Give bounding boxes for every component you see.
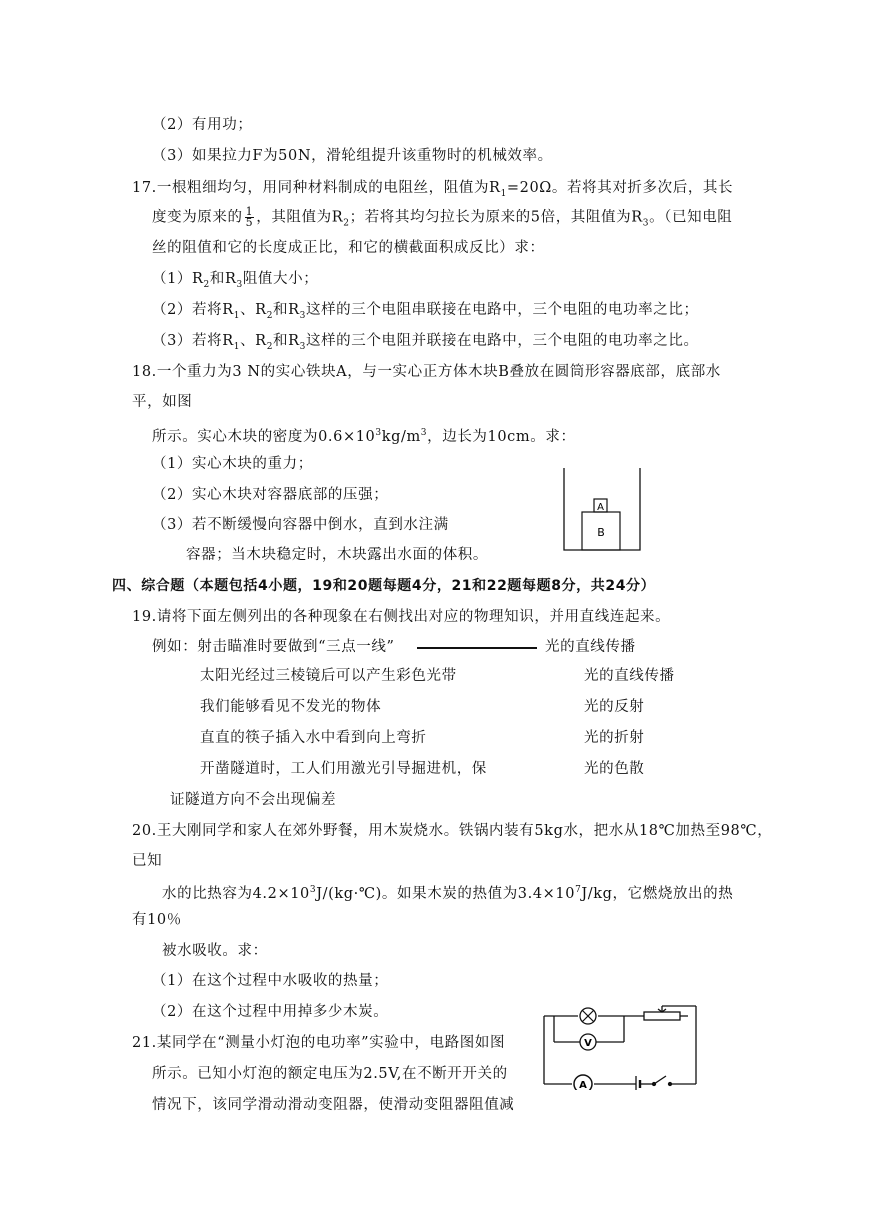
q18-line5: （2）实心木块对容器底部的压强； bbox=[152, 487, 389, 503]
q17-line4 bbox=[152, 269, 318, 295]
section-4-heading: 四、综合题（本题包括4小题，19和20题每题4分，21和22题每题8分，共24分） bbox=[112, 578, 656, 594]
q19-right-4: 光的色散 bbox=[584, 761, 645, 777]
text: 水的比热容为4.2×10 bbox=[162, 885, 310, 902]
sub: 2 bbox=[203, 279, 210, 290]
sub: 3 bbox=[299, 341, 306, 352]
q17-line6 bbox=[152, 331, 699, 357]
sup: 3 bbox=[309, 885, 317, 895]
switch-icon bbox=[653, 1076, 672, 1086]
text: 这样的三个电阻并联接在电路中，三个电阻的电功率之比。 bbox=[305, 333, 699, 349]
text: （3）若将R bbox=[152, 333, 234, 349]
text: 17.一根粗细均匀，用同种材料制成的电阻丝，阻值为R bbox=[132, 180, 501, 196]
q19-left-4: 开凿隧道时，工人们用激光引导掘进机，保 bbox=[200, 761, 487, 777]
fraction-num: 1 bbox=[245, 205, 254, 218]
sub: 3 bbox=[299, 310, 306, 321]
q19-example-left: 例如：射击瞄准时要做到“三点一线” bbox=[152, 639, 395, 655]
q17-line5 bbox=[152, 300, 699, 326]
lamp-icon bbox=[580, 1008, 596, 1024]
block-b-label: B bbox=[597, 526, 605, 539]
text: ；若将其均匀拉长为原来的5倍，其阻值为R bbox=[349, 209, 643, 226]
q18-line6: （3）若不断缓慢向容器中倒水，直到水注满 bbox=[152, 517, 449, 533]
q20-line7: （2）在这个过程中用掉多少木炭。 bbox=[152, 1004, 389, 1020]
q18-line3 bbox=[152, 423, 576, 447]
sub: 2 bbox=[266, 341, 274, 352]
text: ，边长为10cm。求： bbox=[427, 428, 576, 445]
text: （1）R bbox=[152, 271, 204, 287]
q18-line7: 容器；当木块稳定时，木块露出水面的体积。 bbox=[186, 547, 488, 563]
sub: 1 bbox=[233, 310, 241, 321]
q20-line5: 被水吸收。求： bbox=[162, 943, 268, 959]
sub: 1 bbox=[500, 188, 507, 199]
q21-line3: 情况下，该同学滑动滑动变阻器，使滑动变阻器阻值减 bbox=[152, 1097, 515, 1113]
q19-example-right: 光的直线传播 bbox=[545, 639, 636, 655]
q21-line1: 21.某同学在“测量小灯泡的电功率”实验中，电路图如图 bbox=[132, 1035, 506, 1051]
q19-line1: 19.请将下面左侧列出的各种现象在右侧找出对应的物理知识，并用直线连起来。 bbox=[132, 609, 671, 625]
text: J/kg，它燃烧放出的热 bbox=[581, 885, 734, 902]
q18-line4: （1）实心木块的重力； bbox=[152, 456, 313, 472]
text: 和R bbox=[273, 302, 300, 318]
q21-line2: 所示。已知小灯泡的额定电压为2.5V,在不断开开关的 bbox=[152, 1066, 508, 1082]
sub: 2 bbox=[266, 310, 274, 321]
sub: 3 bbox=[236, 279, 243, 290]
text: 阻值大小； bbox=[242, 271, 319, 287]
q19-left-3: 直直的筷子插入水中看到向上弯折 bbox=[200, 730, 427, 746]
text: ，其阻值为R bbox=[256, 209, 344, 226]
line-q16-2: （2）有用功； bbox=[152, 117, 253, 133]
q17-line2 bbox=[152, 207, 732, 233]
q18-line1: 18.一个重力为3 N的实心铁块A，与一实心正方体木块B叠放在圆筒形容器底部，底部水 bbox=[132, 364, 721, 380]
q20-line2: 已知 bbox=[132, 853, 163, 869]
text: 所示。实心木块的密度为0.6×10 bbox=[152, 428, 376, 445]
text: 、R bbox=[240, 333, 267, 349]
q19-left-1: 太阳光经过三棱镜后可以产生彩色光带 bbox=[200, 668, 457, 684]
q19-right-2: 光的反射 bbox=[584, 699, 645, 715]
line-q16-3: （3）如果拉力F为50N，滑轮组提升该重物时的机械效率。 bbox=[152, 148, 553, 164]
sub: 1 bbox=[233, 341, 241, 352]
q20-line4: 有10％ bbox=[132, 912, 182, 928]
q19-example-connector bbox=[417, 647, 537, 649]
sup: 3 bbox=[420, 428, 428, 438]
q17-line1 bbox=[132, 178, 733, 204]
rheostat bbox=[644, 1012, 680, 1020]
q19-left-2: 我们能够看见不发光的物体 bbox=[200, 699, 382, 715]
q20-line6: （1）在这个过程中水吸收的热量； bbox=[152, 973, 389, 989]
text: （2）若将R bbox=[152, 302, 234, 318]
battery-icon bbox=[636, 1076, 652, 1090]
text: 度变为原来的 bbox=[152, 209, 243, 226]
text: kg/m bbox=[381, 428, 421, 445]
text: 这样的三个电阻串联接在电路中，三个电阻的电功率之比； bbox=[305, 302, 699, 318]
q19-left-4b: 证隧道方向不会出现偏差 bbox=[170, 792, 337, 808]
text: 和R bbox=[273, 333, 300, 349]
fraction bbox=[245, 207, 255, 228]
q20-line1: 20.王大刚同学和家人在郊外野餐，用木炭烧水。铁锅内装有5kg水，把水从18℃加热至98℃， bbox=[132, 823, 773, 839]
circuit-diagram bbox=[540, 998, 700, 1090]
text: 和R bbox=[209, 271, 237, 287]
text: J/(kg·℃)。如果木炭的热值为3.4×10 bbox=[316, 885, 576, 902]
q18-line2: 平，如图 bbox=[132, 394, 193, 410]
q20-line3 bbox=[162, 880, 733, 904]
container-figure bbox=[560, 468, 644, 554]
fraction-den: 5 bbox=[245, 216, 254, 229]
sub: 3 bbox=[642, 218, 650, 229]
q19-right-3: 光的折射 bbox=[584, 730, 645, 746]
q17-line3: 丝的阻值和它的长度成正比，和它的横截面积成反比）求： bbox=[152, 240, 545, 256]
ammeter-label: A bbox=[579, 1080, 587, 1090]
sup: 3 bbox=[375, 428, 382, 438]
text: 。（已知电阻 bbox=[649, 209, 733, 226]
sup: 7 bbox=[575, 885, 582, 895]
text: =20Ω。若将其对折多次后，其长 bbox=[506, 180, 734, 196]
voltmeter-label: V bbox=[584, 1038, 592, 1049]
q19-right-1: 光的直线传播 bbox=[584, 668, 675, 684]
sub: 2 bbox=[343, 218, 350, 229]
block-a-label: A bbox=[597, 502, 604, 513]
text: 、R bbox=[240, 302, 267, 318]
